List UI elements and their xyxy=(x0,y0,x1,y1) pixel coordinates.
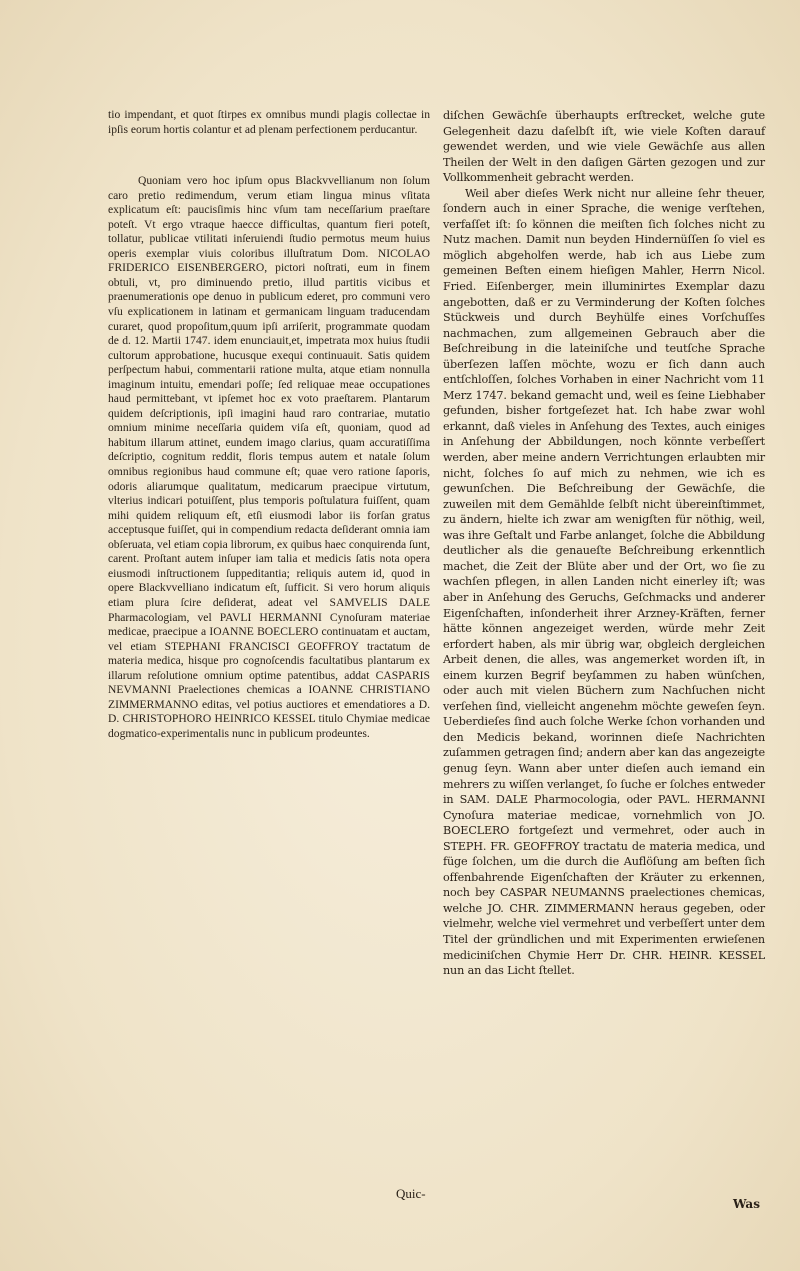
german-paragraph-2: Weil aber dieſes Werk nicht nur alleine ſehr theuer, ſondern auch in einer Sprache, die wenige verſtehen, verfaſſet iſt: ſo können die meiſten ſich ſolches nicht zu Nutz machen. Damit nun beyden Hindernüſſen ſo viel es möglich abgeholfen werde, hab ich aus Liebe zum gemeinen Beſten einem hieſigen Mahler, Herrn Nicol. Fried. Eiſenberger, mein illuminirtes Exemplar dazu angebotten, daß er zu Verminderung der Koſten ſolches Stückweis und durch Beyhülfe eines Vorſchuſſes nachmachen, zum allgemeinen Gebrauch aber die Beſchreibung in die lateiniſche und teutſche Sprache überſezen laſſen möchte, wozu er ſich dann auch entſchloſſen, ſolches Vorhaben in einer Nachricht vom 11 Merz 1747. bekand gemacht und, weil es ſeine Liebhaber gefunden, bisher fortgeſezet hat. Ich habe zwar wohl erkannt, daß vieles in Anſehung des Textes, auch einiges in Anſehung der Abbildungen, noch könnte verbeſſert werden, aber meine andern Verrichtungen erlaubten mir nicht, ſolches ſo auf mich zu nehmen, wie ich es gewunſchen. Die Beſchreibung der Gewächſe, die zuweilen mit dem Gemählde ſelbſt nicht übereinſtimmet, zu ändern, hielte ich zwar am wenigſten für nöthig, weil, was ihre Geſtalt und Farbe anlanget, ſolche die Abbildung deutlicher als die genaueſte Beſchreibung erkenntlich machet, die Zeit der Blüte aber und der Ort, wo ſie zu wachſen pflegen, in allen Landen nicht einerley iſt; was aber in Anſehung des Geruchs, Geſchmacks und anderer Eigenſchaften, inſonderheit ihrer Arzney-Kräften, ferner hätte können angezeiget werden, würde mehr Zeit erfordert haben, als mir übrig war, obgleich dergleichen Arbeit denen, die alles, was angemerket worden iſt, in einem kurzen Begrif beyſammen zu haben wünſchen, oder auch mit vielen Büchern zum Nachſuchen nicht verſehen ſind, vielleicht angenehm möchte geweſen ſeyn. Ueberdieſes ſind auch ſolche Werke ſchon vorhanden und den Medicis bekand, worinnen dieſe Nachrichten zuſammen getragen ſind; andern aber kan das angezeigte genug ſeyn. Wann aber unter dieſen auch iemand ein mehrers zu wiſſen verlanget, ſo ſuche er ſolches entweder in SAM. DALE Pharmocologia, oder PAVL. HERMANNI Cynoſura materiae medicae, vornehmlich von JO. BOECLERO fortgeſezt und vermehret, oder auch in STEPH. FR. GEOFFROY tractatu de materia medica, und füge ſolchen, um die durch die Auflöſung am beſten ſich offenbahrende Eigenſchaften der Kräuter zu erkennen, noch bey CASPAR NEUMANNS praelectiones chemicas, welche JO. CHR. ZIMMERMANN heraus gegeben, oder vielmehr, welche viel vermehret und verbeſſert unter dem Titel der gründlichen und mit Experimenten erwieſenen mediciniſchen Chymie Herr Dr. CHR. HEINR. KESSEL nun an das Licht ſtellet. xyxy=(443,186,765,978)
german-catchword: Was xyxy=(733,1197,760,1211)
latin-paragraph-2: Quoniam vero hoc ipſum opus Blackvvellianum non ſolum caro pretio redimendum, verum etiam lingua minus vſitata explicatum eſt: paucisſimis hinc vſum tam neceſſarium praeſtare poteſt. Vt ergo vtraque haecce difficultas, quantum fieri poteſt, tollatur, publicae vtilitati inſeruiendi ſtudio permotus meum huius operis exemplar viuis coloribus illuſtratum Dom. NICOLAO FRIDERICO EISENBERGERO, pictori noſtrati, eum in finem obtuli, vt, pro diminuendo pretio, illud partitis vicibus et praenumerationis ope denuo in publicum ederet, pro communi vero vſu explicationem in latinam et germanicam linguam traducendam curaret, quod propoſitum,quum ipſi arriſerit, programmate quodam de d. 12. Martii 1747. idem enunciauit,et, impetrata mox huius ſtudii cultorum approbatione, hucusque exequi continuauit. Satis quidem perſpectum habui, commentarii ratione multa, atque etiam nonnulla imaginum intuitu, emendari poſſe; ſed reliquae meae occupationes haud permittebant, vt ipſemet hoc ex voto praeſtarem. Plantarum quidem deſcriptionis, ipſi imagini haud raro contrariae, mutatio omnium minime neceſſaria quidem viſa eſt, quoniam, quod ad habitum illarum attinet, eundem imago clarius, quam accuratiſſima deſcriptio, cognitum reddit, floris tempus autem et natale ſolum omnibus regionibus haud commune eſt; quae vero ratione ſaporis, odoris aliarumque qualitatum, medicarum praecipue virtutum, vlterius indicari potuiſſent, plus temporis poſtulatura fuiſſent, quam mihi quidem reliquum eſt, etſi eiusmodi labor iis forſan gratus acceptusque fuiſſet, qui in compendium redacta deſiderant omnia iam obſeruata, vel etiam copia librorum, ex quibus haec conquirenda ſunt, carent. Proſtant autem inſuper iam talia et medicis ſatis nota opera eiusmodi inſtructionem ſuppeditantia; reliquis autem id, quod in opere Blackvvelliano indicatum eſt, ſufficit. Si vero horum aliquis etiam plura ſcire deſiderat, adeat vel SAMVELIS DALE Pharmacologiam, vel PAVLI HERMANNI Cynoſuram materiae medicae, praecipue a IOANNE BOECLERO continuatam et auctam, vel etiam STEPHANI FRANCISCI GEOFFROY tractatum de materia medica, hisque pro cognoſcendis facultatibus plantarum ex illarum reſolutione omnium optime patentibus, addat CASPARIS NEVMANNI Praelectiones chemicas a IOANNE CHRISTIANO ZIMMERMANNO editas, vel potius auctiores et emendatiores a D. D. CHRISTOPHORO HEINRICO KESSEL titulo Chymiae medicae dogmatico-experimentalis nunc in publicum prodeuntes. xyxy=(108,174,430,740)
latin-paragraph-1: tio impendant, et quot ſtirpes ex omnibus mundi plagis collectae in ipſis eorum hortis colantur et ad plenam perfectionem perducantur. xyxy=(108,108,430,136)
german-paragraph-1: diſchen Gewächſe überhaupts erſtrecket, welche gute Gelegenheit dazu daſelbſt iſt, wie viele Koſten darauf gewendet werden, und wie viele Gewächſe aus allen Theilen der Welt in den daſigen Gärten gezogen und zur Vollkommenheit gebracht werden. xyxy=(443,109,765,185)
latin-catchword: Quic- xyxy=(396,1186,426,1201)
german-column xyxy=(443,108,765,979)
latin-column xyxy=(108,108,430,741)
